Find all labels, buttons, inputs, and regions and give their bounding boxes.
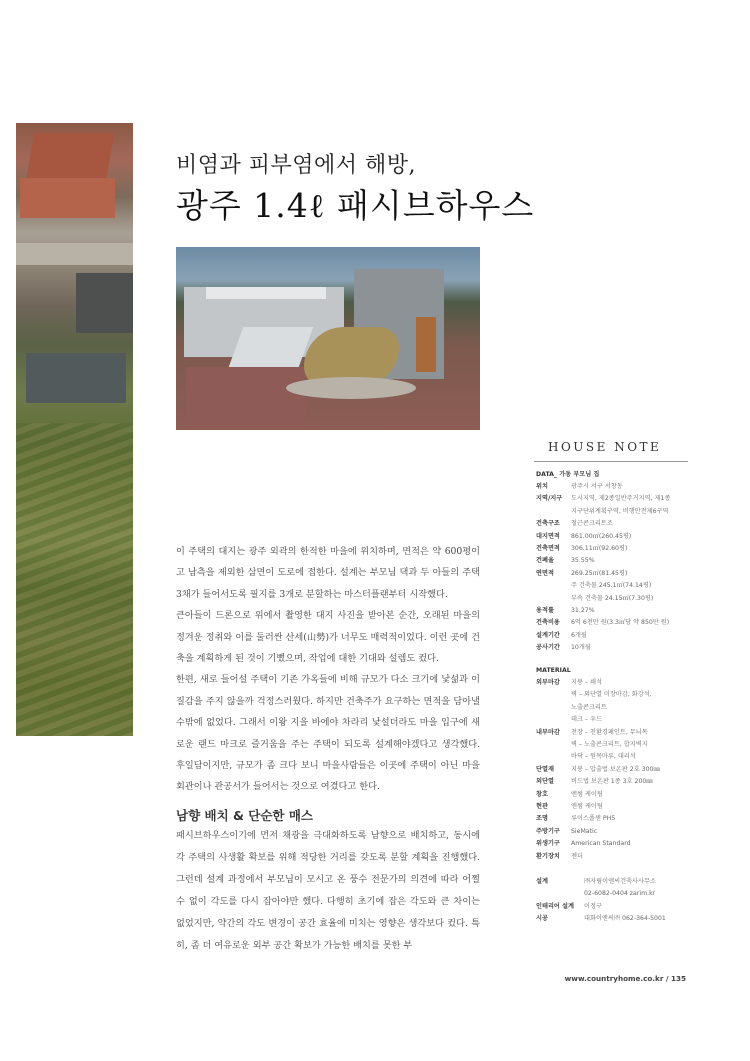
note-key: 위생기구 xyxy=(536,840,560,848)
note-key: 위치 xyxy=(536,483,548,490)
note-value: ㈜자림이앤씨건축사사무소 xyxy=(584,878,656,885)
page-subtitle: 비염과 피부염에서 해방, xyxy=(176,153,417,178)
note-value: 부속 건축물 24.15㎡(7.30평) xyxy=(571,594,654,602)
note-value: 바닥 – 원목마루, 대리석 xyxy=(571,753,636,761)
note-key: 설계기간 xyxy=(536,631,560,639)
note-key: 대지면적 xyxy=(536,532,560,540)
note-value: 이정구 xyxy=(584,902,602,910)
note-key: 시공 xyxy=(536,915,548,923)
note-value: 주 건축물 245.1㎡(74.14평) xyxy=(571,582,652,590)
note-key xyxy=(536,739,571,751)
note-row xyxy=(536,593,670,605)
note-row xyxy=(536,826,660,838)
note-value: 지붕 – 쇄석 xyxy=(571,679,602,686)
note-value: 861.00㎡(260.45평) xyxy=(571,532,632,540)
note-value: American Standard xyxy=(571,840,631,848)
note-key xyxy=(536,751,571,763)
note-value: 지붕 – 압출법 보온판 2호 300㎜ xyxy=(571,765,660,773)
paragraph: 패시브하우스이기에 먼저 채광을 극대화하도록 남향으로 배치하고, 동시에 각 주택의 사생활 확보를 위해 적당한 거리를 갖도록 분할 계획을 진행했다. 그런데 설계 과정에서 부모님이 모시고 온 풍수 전문가의 의견에 따라 어쩔 수 없이 각도를 다시 잡아야만 했다. 다행히 초기에 잡은 각도와 큰 차이는 없었지만, 약간의 각도 변경이 공간 효율에 미치는 영향은 생각보다 컸다. 특히, 좀 더 여유로운 외부 공간 확보가 가능한 배치를 못한 부 xyxy=(176,830,480,951)
note-value: 도시지역, 제2종일반주거지역, 제1종 xyxy=(571,495,671,503)
note-row xyxy=(536,481,670,493)
note-value: SieMatic xyxy=(571,827,598,835)
note-row xyxy=(536,555,670,567)
note-row xyxy=(536,727,660,739)
divider xyxy=(534,461,688,462)
note-key xyxy=(536,888,584,900)
data-heading: DATA_ 가동 부모님 집 xyxy=(536,471,600,478)
note-row xyxy=(536,630,670,642)
note-key: 연면적 xyxy=(536,569,554,577)
house-note-data xyxy=(536,469,670,655)
note-key: 지역/지구 xyxy=(536,495,563,503)
note-key: 건폐율 xyxy=(536,557,554,565)
note-row xyxy=(536,789,660,801)
article-body-2 xyxy=(176,825,480,957)
note-key: 환기장치 xyxy=(536,852,560,860)
house-note-material xyxy=(536,665,660,863)
note-row xyxy=(536,580,670,592)
note-value: 철근콘크리트조 xyxy=(571,520,613,528)
note-key: 창호 xyxy=(536,790,548,798)
note-value: 269.25㎡(81.45평) xyxy=(571,569,628,577)
note-row xyxy=(536,838,660,850)
page-title: 광주 1.4ℓ 패시브하우스 xyxy=(176,186,535,225)
note-value: 10개월 xyxy=(571,644,591,652)
note-value: 02-6082-0404 zarim.kr xyxy=(584,890,656,898)
note-row xyxy=(536,543,670,555)
note-row xyxy=(536,677,660,689)
note-value: 6억 6천만 원(3.3㎡당 약 850만 원) xyxy=(571,619,670,627)
note-key: 인테리어 설계 xyxy=(536,902,575,910)
note-row xyxy=(536,801,660,813)
note-key: 현관 xyxy=(536,803,548,811)
note-value: 노출콘크리트 xyxy=(571,703,607,711)
note-key xyxy=(536,593,571,605)
aerial-photo-strip xyxy=(16,123,133,736)
note-row xyxy=(536,751,660,763)
material-heading: MATERIAL xyxy=(536,667,571,674)
note-key: 설계 xyxy=(536,878,548,885)
note-value: 천장 – 친환경페인트, 무늬목 xyxy=(571,728,648,736)
page-footer: www.countryhome.co.kr / 135 xyxy=(564,974,686,983)
note-value: 엔썸 케이팀 xyxy=(571,803,603,811)
note-key: 조명 xyxy=(536,815,548,823)
article-body xyxy=(176,541,480,798)
note-value: 벽 – 외단열 미장마감, 화강석, xyxy=(571,691,652,699)
paragraph: 한편, 새로 들어설 주택이 기존 가옥들에 비해 규모가 다소 크기에 낯섦과 이질감을 주지 않을까 걱정스러웠다. 하지만 건축주가 요구하는 면적을 담아낼 수밖에 없었다. 그래서 이왕 지을 바에야 차라리 낯설더라도 마을 입구에 새로운 랜드 마크로 즐거움을 주는 주택이 되도록 설계해야겠다고 생각했다. 후일담이지만, 규모가 좀 크다 보니 마을사람들은 이곳에 주택이 아닌 마을회관이나 관공서가 들어서는 것으로 여겼다고 한다. xyxy=(176,674,480,793)
note-row xyxy=(536,642,670,654)
note-row xyxy=(536,888,666,900)
note-value: 벽 – 노출콘크리트, 합지벽지 xyxy=(571,741,648,749)
note-key: 건축면적 xyxy=(536,545,560,553)
note-key xyxy=(536,506,571,518)
note-value: 306.11㎡(92.60평) xyxy=(571,545,628,553)
note-row xyxy=(536,876,666,888)
note-row xyxy=(536,813,660,825)
note-key xyxy=(536,580,571,592)
house-aerial-photo xyxy=(176,247,480,430)
paragraph: 큰아들이 드론으로 위에서 촬영한 대지 사진을 받아본 순간, 오래된 마을의 정겨운 정취와 이를 둘러싼 산세(山勢)가 너무도 매력적이었다. 이런 곳에 건축을 계획하게 된 것이 기뻤으며, 작업에 대한 기대와 설렘도 컸다. xyxy=(176,610,480,665)
note-row xyxy=(536,506,670,518)
note-row xyxy=(536,617,670,629)
note-value: 대화이엔씨㈜ 062-364-5001 xyxy=(584,915,666,923)
note-key xyxy=(536,689,571,701)
note-row xyxy=(536,568,670,580)
note-row xyxy=(536,702,660,714)
section-heading: 남향 배치 & 단순한 매스 xyxy=(176,808,313,823)
note-row xyxy=(536,493,670,505)
note-row xyxy=(536,714,660,726)
note-value: 35.55% xyxy=(571,557,595,565)
note-key xyxy=(536,702,571,714)
note-value: 데크 – 우드 xyxy=(571,716,602,724)
note-key: 주방기구 xyxy=(536,827,560,835)
note-value: 엔썸 케이팀 xyxy=(571,790,603,798)
note-value: 루이스폴센 PH5 xyxy=(571,815,616,823)
note-row xyxy=(536,776,660,788)
note-value: 31.27% xyxy=(571,607,595,615)
note-key: 용적률 xyxy=(536,607,554,615)
note-value: 지구단위계획구역, 비행안전제6구역 xyxy=(571,507,669,515)
note-value: 비드법 보온판 1종 3호 200㎜ xyxy=(571,778,653,786)
house-note-title: HOUSE NOTE xyxy=(548,440,662,454)
note-value: 젠더 xyxy=(571,852,583,860)
note-row xyxy=(536,605,670,617)
note-row xyxy=(536,531,670,543)
note-key: 건축비용 xyxy=(536,619,560,627)
note-row xyxy=(536,739,660,751)
note-key: 건축구조 xyxy=(536,520,560,528)
note-value: 6개월 xyxy=(571,631,587,639)
note-row xyxy=(536,764,660,776)
paragraph: 이 주택의 대지는 광주 외곽의 한적한 마을에 위치하며, 면적은 약 600평이고 남측을 제외한 삼면이 도로에 접한다. 설계는 부모님 댁과 두 아들의 주택 3채가 들어서도록 필지를 3개로 분할하는 마스터플랜부터 시작했다. xyxy=(176,546,480,600)
note-key: 외단열 xyxy=(536,778,554,786)
note-key xyxy=(536,714,571,726)
note-row xyxy=(536,689,660,701)
note-key: 내부마감 xyxy=(536,728,560,736)
note-key: 공사기간 xyxy=(536,644,560,652)
house-note-credits xyxy=(536,876,666,926)
note-row xyxy=(536,913,666,925)
note-key: 단열재 xyxy=(536,765,554,773)
note-row xyxy=(536,518,670,530)
note-row xyxy=(536,851,660,863)
note-key: 외부마감 xyxy=(536,679,560,686)
note-row xyxy=(536,901,666,913)
note-value: 광주시 서구 서창동 xyxy=(571,483,623,490)
